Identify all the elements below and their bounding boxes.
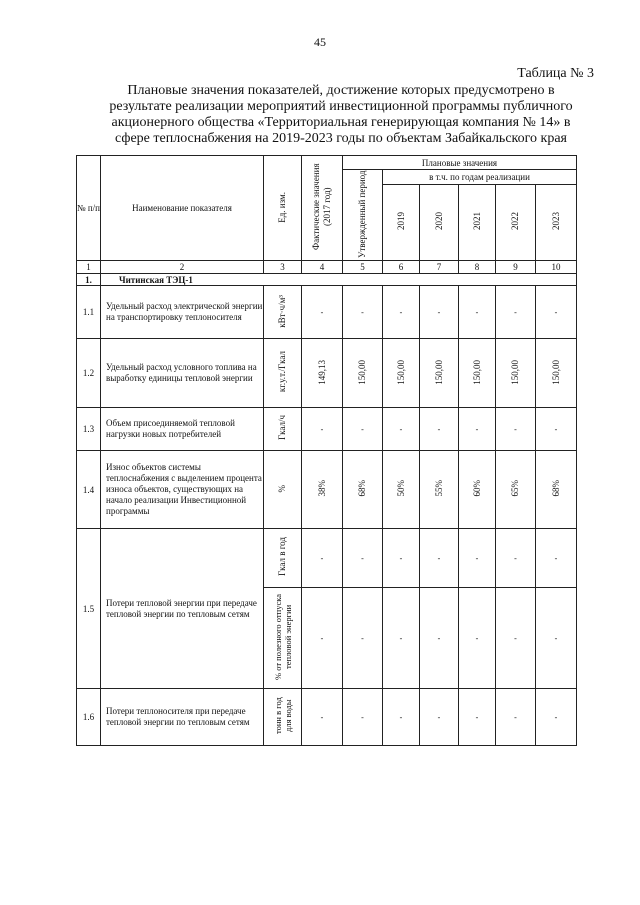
table-label: Таблица № 3 — [517, 66, 594, 81]
row-value: - — [420, 529, 459, 588]
title-line: сфере теплоснабжения на 2019-2023 годы по объектам Забайкальского края — [115, 131, 567, 146]
title-line: результате реализации мероприятий инвестиционной программы публичного — [109, 99, 573, 114]
row-value: - — [383, 588, 420, 689]
header-year: 2019 — [383, 184, 420, 260]
row-value: 150,00 — [383, 339, 420, 408]
header-approved: Утвержденный период — [343, 170, 383, 261]
column-number: 1 — [77, 261, 101, 274]
row-value: - — [343, 588, 383, 689]
table-row — [77, 408, 577, 451]
title-line: акционерного общества «Территориальная генерирующая компания № 14» в — [111, 115, 571, 130]
column-number: 4 — [302, 261, 343, 274]
row-value: - — [302, 689, 343, 746]
row-value: 60% — [459, 451, 496, 529]
row-value: - — [536, 408, 577, 451]
row-name: Потери теплоносителя при передаче тепловой энергии по тепловым сетям — [101, 689, 264, 746]
column-number: 7 — [420, 261, 459, 274]
row-unit: тонн в год для воды — [264, 689, 302, 746]
row-value: - — [459, 408, 496, 451]
row-value: - — [420, 408, 459, 451]
header-year: 2022 — [496, 184, 536, 260]
table-row — [77, 529, 577, 588]
row-value: - — [420, 286, 459, 339]
header-num: № п/п — [77, 156, 101, 261]
row-value: - — [496, 286, 536, 339]
row-value: - — [459, 529, 496, 588]
header-name: Наименование показателя — [101, 156, 264, 261]
column-number: 10 — [536, 261, 577, 274]
row-num: 1.6 — [77, 689, 101, 746]
row-value: 68% — [343, 451, 383, 529]
title-line: Плановые значения показателей, достижение которых предусмотрено в — [127, 83, 555, 98]
row-value: - — [536, 529, 577, 588]
row-unit: Гкал в год — [264, 529, 302, 588]
row-value: 55% — [420, 451, 459, 529]
row-unit: % — [264, 451, 302, 529]
row-unit: кВт·ч/м³ — [264, 286, 302, 339]
row-value: - — [383, 286, 420, 339]
row-value: - — [420, 689, 459, 746]
row-num: 1.5 — [77, 529, 101, 689]
document-title — [88, 83, 594, 147]
row-value: - — [343, 689, 383, 746]
row-num: 1.3 — [77, 408, 101, 451]
header-by-years: в т.ч. по годам реализации — [383, 170, 577, 185]
row-value: - — [536, 689, 577, 746]
row-name: Износ объектов системы теплоснабжения с выделением процента износа объектов, существующих на начало реализации Инвестиционной программы — [101, 451, 264, 529]
header-planned: Плановые значения — [343, 156, 577, 170]
row-value: - — [302, 286, 343, 339]
row-value: 150,00 — [459, 339, 496, 408]
row-value: 150,00 — [420, 339, 459, 408]
row-value: - — [302, 588, 343, 689]
row-value: - — [536, 588, 577, 689]
row-value: - — [496, 529, 536, 588]
row-value: - — [496, 689, 536, 746]
table-row — [77, 286, 577, 339]
row-value: - — [302, 529, 343, 588]
row-value: - — [343, 286, 383, 339]
header-year: 2020 — [420, 184, 459, 260]
row-num: 1.1 — [77, 286, 101, 339]
table-row — [77, 451, 577, 529]
header-year: 2023 — [536, 184, 577, 260]
row-value: 68% — [536, 451, 577, 529]
row-value: 150,00 — [343, 339, 383, 408]
section-row — [77, 274, 577, 286]
indicator-table — [76, 155, 577, 746]
row-num: 1.2 — [77, 339, 101, 408]
row-value: - — [496, 408, 536, 451]
section-title: Читинская ТЭЦ-1 — [101, 274, 577, 286]
row-value: 50% — [383, 451, 420, 529]
row-value: 38% — [302, 451, 343, 529]
row-num: 1.4 — [77, 451, 101, 529]
header-actual: Фактические значения (2017 год) — [302, 156, 343, 261]
column-numbers-row — [77, 261, 577, 274]
row-unit: Гкал/ч — [264, 408, 302, 451]
row-value: - — [302, 408, 343, 451]
row-value: - — [459, 588, 496, 689]
column-number: 2 — [101, 261, 264, 274]
row-name: Объем присоединяемой тепловой нагрузки новых потребителей — [101, 408, 264, 451]
row-value: - — [420, 588, 459, 689]
row-value: - — [536, 286, 577, 339]
page-number: 45 — [314, 35, 326, 49]
row-value: - — [383, 689, 420, 746]
row-value: 65% — [496, 451, 536, 529]
header-year: 2021 — [459, 184, 496, 260]
row-value: 150,00 — [536, 339, 577, 408]
row-value: 150,00 — [496, 339, 536, 408]
row-value: 149,13 — [302, 339, 343, 408]
row-value: - — [496, 588, 536, 689]
row-value: - — [383, 408, 420, 451]
column-number: 9 — [496, 261, 536, 274]
column-number: 8 — [459, 261, 496, 274]
row-name: Удельный расход электрической энергии на транспортировку теплоносителя — [101, 286, 264, 339]
row-value: - — [383, 529, 420, 588]
row-value: - — [343, 529, 383, 588]
table-row — [77, 689, 577, 746]
row-name: Удельный расход условного топлива на выработку единицы тепловой энергии — [101, 339, 264, 408]
column-number: 3 — [264, 261, 302, 274]
row-unit: кг.у.т./Гкал — [264, 339, 302, 408]
header-unit: Ед. изм. — [264, 156, 302, 261]
row-name: Потери тепловой энергии при передаче тепловой энергии по тепловым сетям — [101, 529, 264, 689]
column-number: 5 — [343, 261, 383, 274]
section-num: 1. — [77, 274, 101, 286]
column-number: 6 — [383, 261, 420, 274]
table-row — [77, 339, 577, 408]
row-value: - — [343, 408, 383, 451]
row-value: - — [459, 286, 496, 339]
row-unit: % от полезного отпуска тепловой энергии — [264, 588, 302, 689]
row-value: - — [459, 689, 496, 746]
